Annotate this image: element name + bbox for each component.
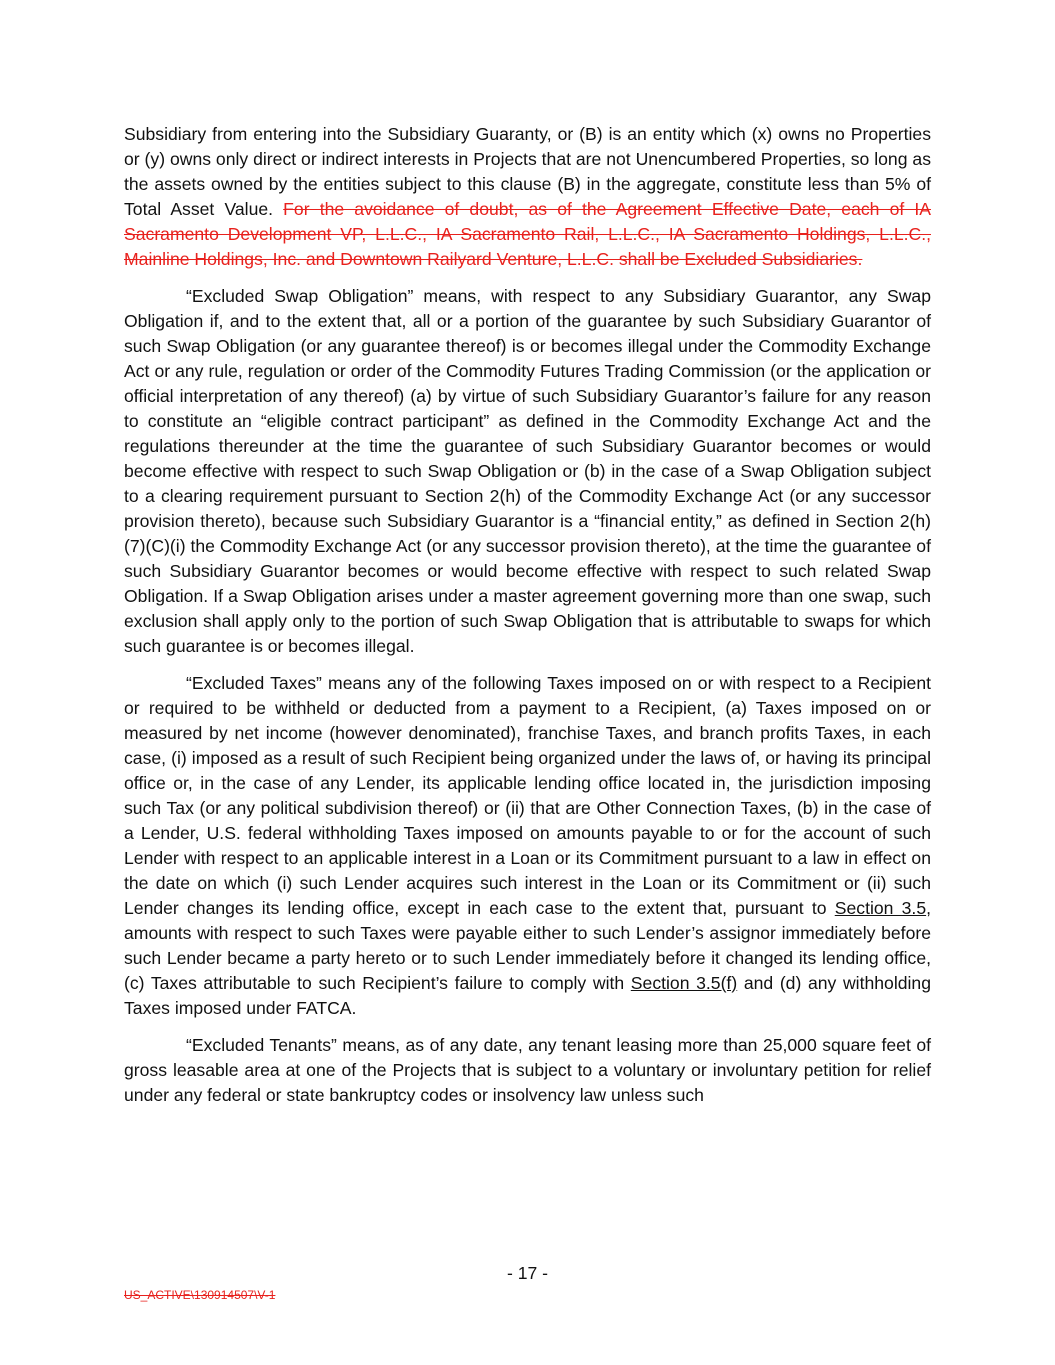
section-reference: Section 3.5 <box>834 898 927 918</box>
deleted-text: For the avoidance of doubt, as of the Agreement Effective Date, each of IA Sacramento Development VP, L.L.C., IA Sacramento Rail, L.L.C., IA Sacramento Holdings, L.L.C., Mainline Holdings, Inc. and Downtown Railyard Venture, L.L.C. shall be Excluded Subsidiaries. <box>124 199 931 269</box>
paragraph-excluded-taxes <box>124 671 931 1021</box>
document-id: US_ACTIVE\130914507\V-1 <box>124 1288 276 1302</box>
paragraph-text: “Excluded Taxes” means any of the following Taxes imposed on or with respect to a Recipient or required to be withheld or deducted from a payment to a Recipient, (a) Taxes imposed on or measured by net income (however denominated), franchise Taxes, and branch profits Taxes, in each case, (i) imposed as a result of such Recipient being organized under the laws of, or having its principal office or, in the case of any Lender, its applicable lending office located in, the jurisdiction imposing such Tax (or any political subdivision thereof) or (ii) that are Other Connection Taxes, (b) in the case of a Lender, U.S. federal withholding Taxes imposed on amounts payable to or for the account of such Lender with respect to an applicable interest in a Loan or its Commitment pursuant to a law in effect on the date on which (i) such Lender acquires such interest in the Loan or its Commitment or (ii) such Lender changes its lending office, except in each case to the extent that, pursuant to <box>124 673 931 918</box>
paragraph-excluded-subsidiary-continued <box>124 122 931 272</box>
section-reference: Section 3.5(f) <box>630 973 738 993</box>
paragraph-excluded-swap-obligation: “Excluded Swap Obligation” means, with respect to any Subsidiary Guarantor, any Swap Obligation if, and to the extent that, all or a portion of the guarantee by such Subsidiary Guarantor of such Swap Obligation (or any guarantee thereof) is or becomes illegal under the Commodity Exchange Act or any rule, regulation or order of the Commodity Futures Trading Commission (or the application or official interpretation of any thereof) (a) by virtue of such Subsidiary Guarantor’s failure for any reason to constitute an “eligible contract participant” as defined in the Commodity Exchange Act and the regulations thereunder at the time the guarantee of such Subsidiary Guarantor becomes or would become effective with respect to such Swap Obligation or (b) in the case of a Swap Obligation subject to a clearing requirement pursuant to Section 2(h) of the Commodity Exchange Act (or any successor provision thereto), because such Subsidiary Guarantor is a “financial entity,” as defined in Section 2(h)(7)(C)(i) the Commodity Exchange Act (or any successor provision thereto), at the time the guarantee of such Subsidiary Guarantor becomes or would become effective with respect to such related Swap Obligation. If a Swap Obligation arises under a master agreement governing more than one swap, such exclusion shall apply only to the portion of such Swap Obligation that is attributable to swaps for which such guarantee is or becomes illegal. <box>124 286 931 656</box>
paragraph-text: , amounts with respect to such Taxes were payable either to such Lender’s assignor immediately before such Lender became a party hereto or to such Lender immediately before it changed its lending office, (c) Taxes attributable to such Recipient’s failure to comply with <box>124 898 931 993</box>
document-body <box>124 122 931 1120</box>
paragraph-text: Subsidiary from entering into the Subsidiary Guaranty, or (B) is an entity which (x) owns no Properties or (y) owns only direct or indirect interests in Projects that are not Unencumbered Properties, so long as the assets owned by the entities subject to this clause (B) in the aggregate, constitute less than 5% of Total Asset Value. <box>124 124 931 219</box>
page-number: - 17 - <box>506 1263 549 1283</box>
paragraph-text: and (d) any withholding Taxes imposed under FATCA. <box>124 973 932 1018</box>
paragraph-excluded-tenants: “Excluded Tenants” means, as of any date, any tenant leasing more than 25,000 square feet of gross leasable area at one of the Projects that is subject to a voluntary or involuntary petition for relief under any federal or state bankruptcy codes or insolvency law unless such <box>124 1035 931 1105</box>
